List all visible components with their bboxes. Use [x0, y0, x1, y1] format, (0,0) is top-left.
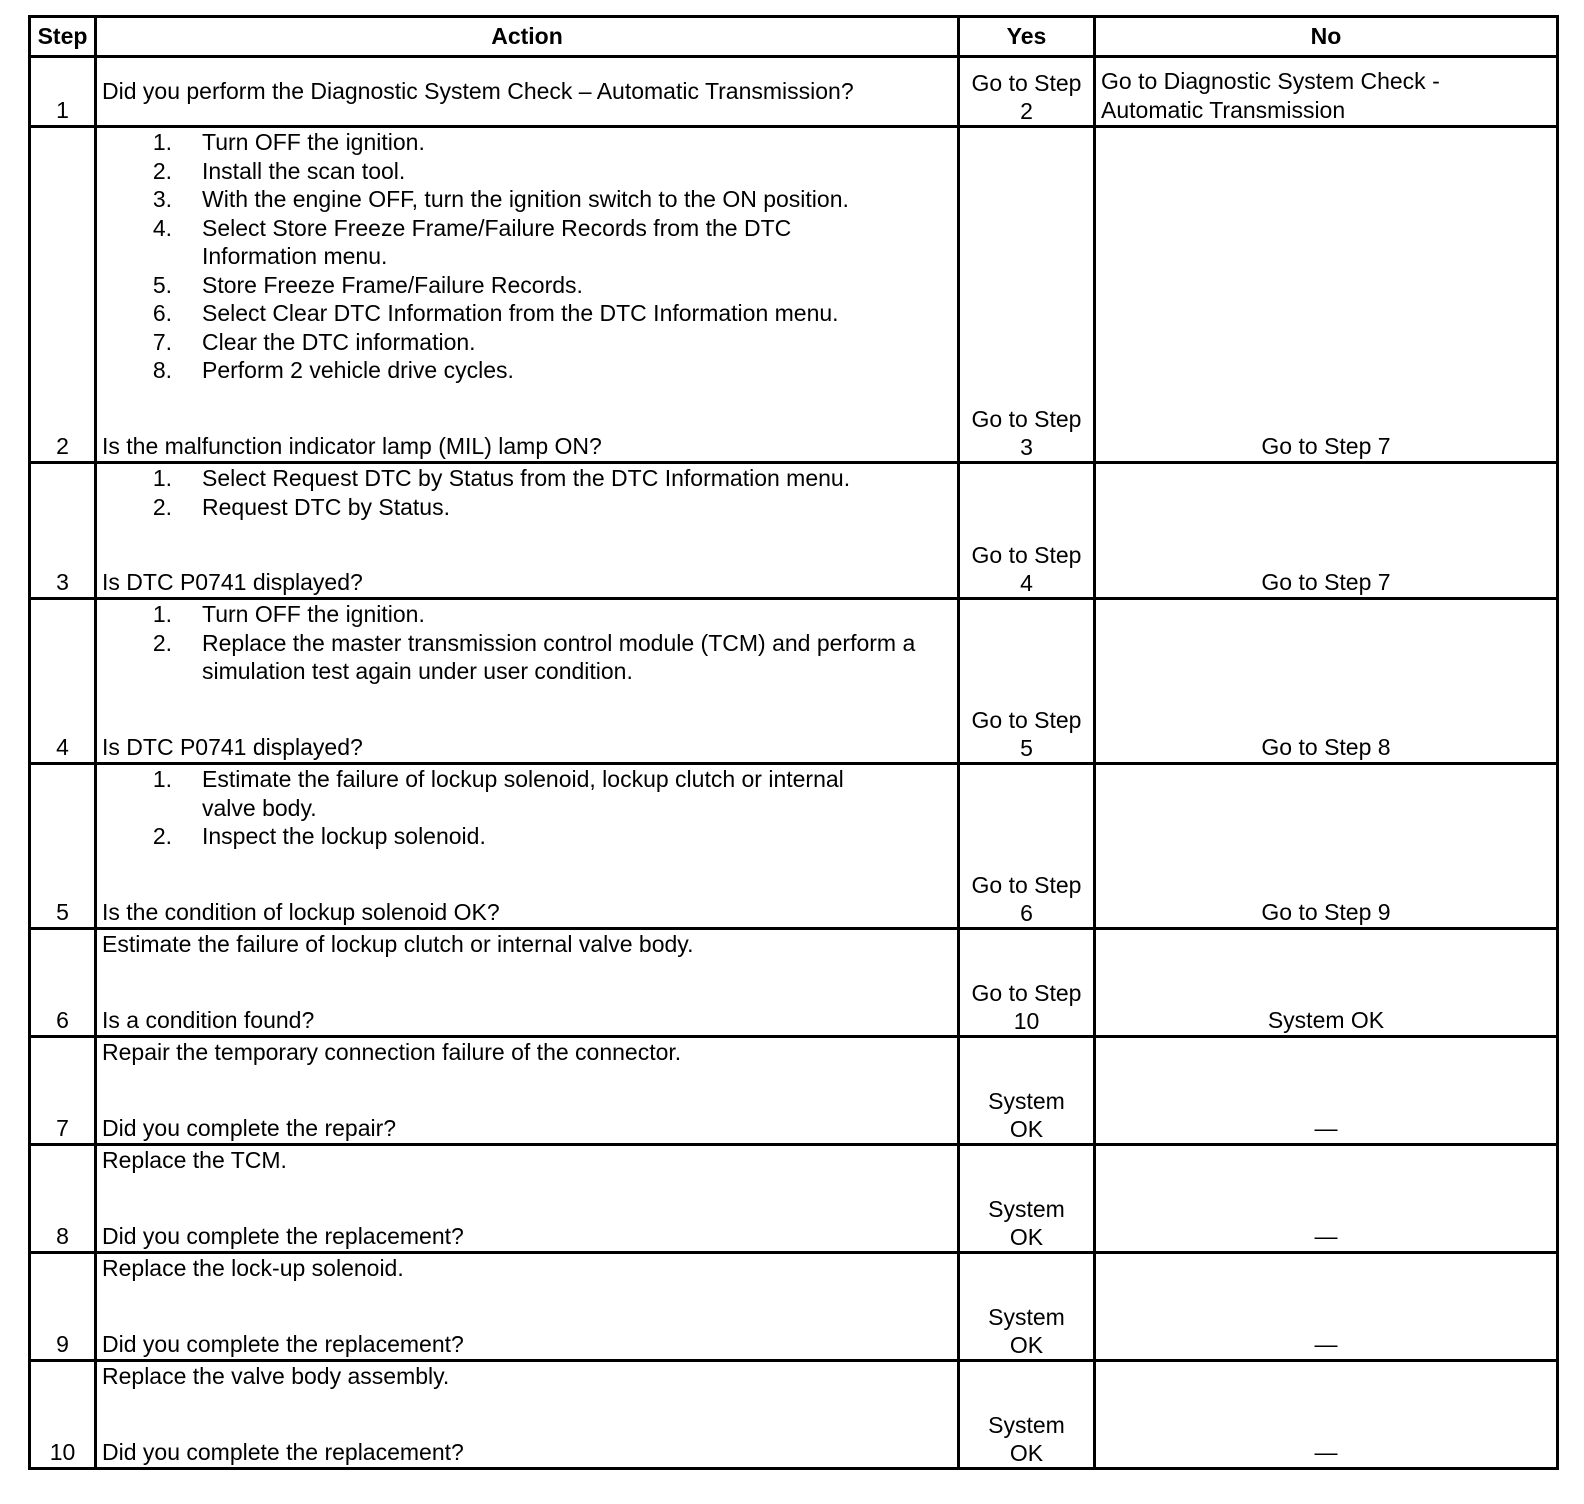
- list-item: 5. Store Freeze Frame/Failure Records.: [152, 271, 583, 298]
- yes-cell: [959, 1145, 1095, 1253]
- list-item: 4. Select Store Freeze Frame/Failure Records from the DTC Information menu.: [152, 214, 792, 269]
- list-item: 2. Inspect the lockup solenoid.: [152, 823, 486, 849]
- action-steps-list: [102, 464, 952, 521]
- yes-line-2: 2: [1020, 98, 1033, 124]
- yes-line-1: Go to Step: [971, 872, 1082, 898]
- table-row: [30, 57, 1558, 127]
- action-question: Did you complete the replacement?: [102, 1439, 464, 1465]
- action-instruction: Repair the temporary connection failure of the connector.: [102, 1039, 682, 1065]
- step-number: 6: [30, 929, 96, 1037]
- yes-cell: [959, 127, 1095, 463]
- table-row: [30, 599, 1558, 764]
- header-no: No: [1095, 17, 1558, 57]
- no-cell: [1095, 57, 1558, 127]
- table-row: [30, 929, 1558, 1037]
- list-item: 6. Select Clear DTC Information from the DTC Information menu.: [152, 300, 839, 326]
- table-row: [30, 1145, 1558, 1253]
- yes-line-2: OK: [1009, 1332, 1044, 1358]
- diagnostic-table: [28, 15, 1559, 1470]
- list-item: 2. Request DTC by Status.: [152, 493, 450, 520]
- action-cell: [96, 1361, 959, 1469]
- step-number: 7: [30, 1037, 96, 1145]
- no-cell: Go to Step 7: [1095, 127, 1558, 463]
- yes-cell: [959, 57, 1095, 127]
- no-cell: Go to Step 7: [1095, 463, 1558, 599]
- list-item: 2. Install the scan tool.: [152, 157, 406, 184]
- step-number: 1: [30, 57, 96, 127]
- yes-line-2: OK: [1009, 1116, 1044, 1142]
- step-number: 5: [30, 764, 96, 929]
- step-number: 4: [30, 599, 96, 764]
- yes-line-2: OK: [1009, 1224, 1044, 1250]
- action-question: Did you complete the repair?: [102, 1115, 397, 1141]
- yes-line-2: OK: [1009, 1440, 1044, 1466]
- action-cell: [96, 57, 959, 127]
- step-number: 8: [30, 1145, 96, 1253]
- yes-line-2: 6: [1020, 900, 1033, 926]
- action-question: Did you complete the replacement?: [102, 1331, 464, 1357]
- yes-cell: [959, 929, 1095, 1037]
- action-steps-list: [102, 600, 952, 686]
- step-number: 10: [30, 1361, 96, 1469]
- yes-line-1: System: [988, 1088, 1065, 1114]
- header-step: Step: [30, 17, 96, 57]
- table-row: [30, 764, 1558, 929]
- action-question: Is DTC P0741 displayed?: [102, 734, 363, 760]
- list-item: 1. Estimate the failure of lockup solenoid, lockup clutch or internal valve body.: [152, 766, 844, 821]
- action-question: Is the condition of lockup solenoid OK?: [102, 899, 500, 925]
- action-question: Is the malfunction indicator lamp (MIL) lamp ON?: [102, 433, 602, 459]
- list-item: 8. Perform 2 vehicle drive cycles.: [152, 357, 514, 383]
- header-row: [30, 17, 1558, 57]
- no-cell: System OK: [1095, 929, 1558, 1037]
- yes-line-1: System: [988, 1196, 1065, 1222]
- header-yes: Yes: [959, 17, 1095, 57]
- action-steps-list: [102, 128, 952, 385]
- yes-cell: [959, 1037, 1095, 1145]
- yes-line-1: Go to Step: [971, 406, 1082, 432]
- yes-line-1: System: [988, 1304, 1065, 1330]
- list-item: 1. Turn OFF the ignition.: [152, 129, 425, 155]
- no-cell: Go to Step 8: [1095, 599, 1558, 764]
- list-item: 2. Replace the master transmission control module (TCM) and perform a simulation test again under user condition.: [152, 629, 916, 684]
- yes-line-1: Go to Step: [971, 70, 1082, 96]
- action-cell: [96, 929, 959, 1037]
- header-action: Action: [96, 17, 959, 57]
- yes-line-1: System: [988, 1412, 1065, 1438]
- table-row: [30, 1037, 1558, 1145]
- yes-line-1: Go to Step: [971, 707, 1082, 733]
- action-steps-list: [102, 765, 952, 851]
- action-instruction: Replace the valve body assembly.: [102, 1363, 450, 1389]
- no-cell: Go to Step 9: [1095, 764, 1558, 929]
- action-cell: [96, 127, 959, 463]
- step-number: 9: [30, 1253, 96, 1361]
- action-question: Did you perform the Diagnostic System Check – Automatic Transmission?: [102, 78, 854, 104]
- yes-cell: [959, 764, 1095, 929]
- no-cell: —: [1095, 1253, 1558, 1361]
- yes-line-2: 10: [1013, 1008, 1040, 1034]
- yes-cell: [959, 463, 1095, 599]
- yes-line-2: 4: [1020, 570, 1033, 596]
- list-item: 1. Select Request DTC by Status from the DTC Information menu.: [152, 465, 851, 491]
- list-item: 1. Turn OFF the ignition.: [152, 601, 425, 627]
- yes-cell: [959, 1361, 1095, 1469]
- action-question: Is a condition found?: [102, 1007, 315, 1033]
- table-row: [30, 463, 1558, 599]
- no-line-1: Go to Diagnostic System Check -: [1101, 68, 1440, 94]
- yes-line-1: Go to Step: [971, 980, 1082, 1006]
- step-number: 2: [30, 127, 96, 463]
- yes-line-2: 3: [1020, 434, 1033, 460]
- action-cell: [96, 1253, 959, 1361]
- action-cell: [96, 764, 959, 929]
- no-cell: —: [1095, 1361, 1558, 1469]
- list-item: 3. With the engine OFF, turn the ignition switch to the ON position.: [152, 186, 849, 212]
- action-question: Is DTC P0741 displayed?: [102, 569, 363, 595]
- table-row: [30, 1361, 1558, 1469]
- action-instruction: Estimate the failure of lockup clutch or internal valve body.: [102, 931, 694, 957]
- table-row: [30, 127, 1558, 463]
- action-cell: [96, 599, 959, 764]
- yes-cell: [959, 599, 1095, 764]
- no-cell: —: [1095, 1037, 1558, 1145]
- step-number: 3: [30, 463, 96, 599]
- yes-line-2: 5: [1020, 735, 1033, 761]
- action-question: Did you complete the replacement?: [102, 1223, 464, 1249]
- yes-cell: [959, 1253, 1095, 1361]
- no-line-2: Automatic Transmission: [1101, 97, 1346, 123]
- action-cell: [96, 1037, 959, 1145]
- list-item: 7. Clear the DTC information.: [152, 328, 476, 355]
- action-instruction: Replace the lock-up solenoid.: [102, 1255, 404, 1281]
- action-instruction: Replace the TCM.: [102, 1147, 287, 1173]
- action-cell: [96, 1145, 959, 1253]
- yes-line-1: Go to Step: [971, 542, 1082, 568]
- action-cell: [96, 463, 959, 599]
- no-cell: —: [1095, 1145, 1558, 1253]
- table-row: [30, 1253, 1558, 1361]
